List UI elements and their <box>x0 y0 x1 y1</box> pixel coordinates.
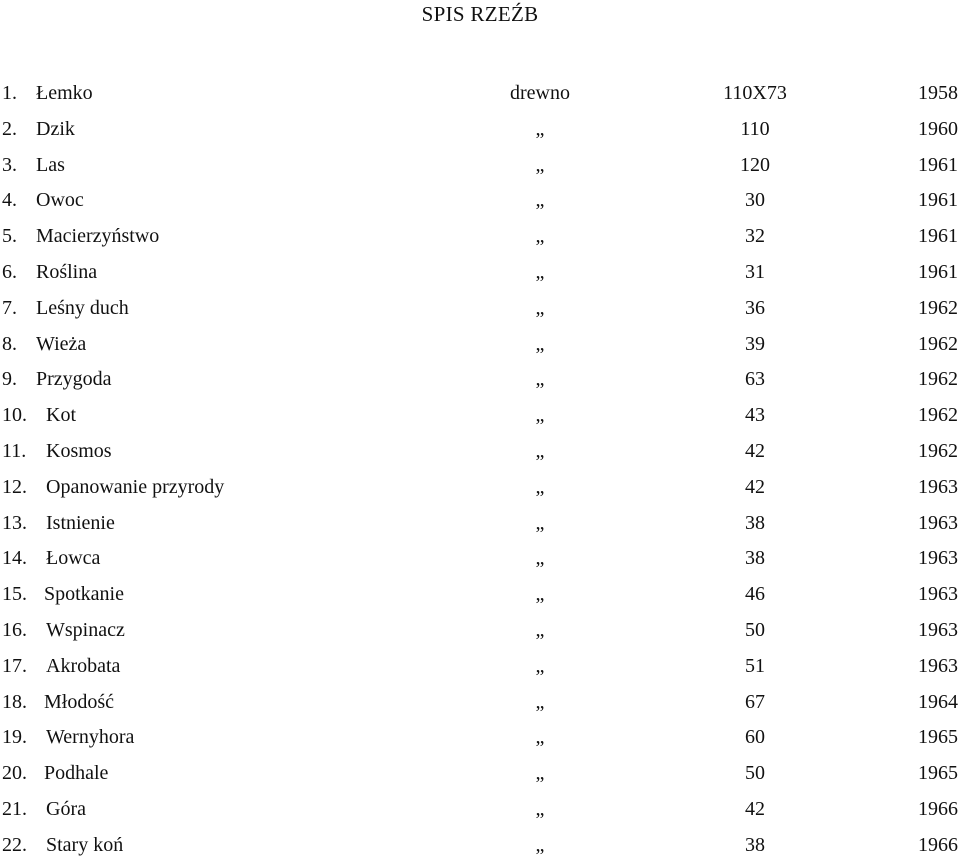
item-name: Akrobata <box>46 654 121 677</box>
item-name: Kosmos <box>46 439 112 462</box>
item-dimensions: 43 <box>745 404 765 427</box>
item-dimensions: 38 <box>745 833 765 856</box>
item-number: 13. <box>2 511 27 534</box>
item-number: 2. <box>2 117 17 140</box>
list-item <box>0 580 960 616</box>
item-material: „ <box>535 547 545 570</box>
item-material: „ <box>535 332 545 355</box>
item-year: 1962 <box>918 404 958 427</box>
list-item <box>0 509 960 545</box>
item-material: „ <box>535 762 545 785</box>
list-item <box>0 652 960 688</box>
list-item <box>0 759 960 795</box>
list-item <box>0 437 960 473</box>
item-material: „ <box>535 618 545 641</box>
item-material: „ <box>535 189 545 212</box>
item-dimensions: 50 <box>745 762 765 785</box>
item-year: 1963 <box>918 547 958 570</box>
item-number: 14. <box>2 547 27 570</box>
item-name: Wieża <box>36 332 87 355</box>
list-item <box>0 258 960 294</box>
item-dimensions: 38 <box>745 547 765 570</box>
item-dimensions: 120 <box>740 153 770 176</box>
item-material: „ <box>535 690 545 713</box>
item-year: 1962 <box>918 368 958 391</box>
item-name: Opanowanie przyrody <box>46 475 225 498</box>
item-name: Dzik <box>36 117 75 140</box>
item-material: „ <box>535 296 545 319</box>
sculpture-list <box>0 79 960 867</box>
item-material: „ <box>535 439 545 462</box>
item-year: 1965 <box>918 762 958 785</box>
item-number: 19. <box>2 726 27 749</box>
item-material: „ <box>535 511 545 534</box>
item-number: 21. <box>2 797 27 820</box>
item-number: 9. <box>2 368 17 391</box>
item-name: Wspinacz <box>46 618 125 641</box>
item-number: 3. <box>2 153 17 176</box>
item-dimensions: 51 <box>745 654 765 677</box>
item-number: 1. <box>2 82 17 104</box>
item-material: „ <box>535 833 545 856</box>
item-year: 1958 <box>918 82 958 104</box>
list-item <box>0 294 960 330</box>
item-material: „ <box>535 475 545 498</box>
item-year: 1966 <box>918 797 958 820</box>
item-name: Stary koń <box>46 833 124 856</box>
item-dimensions: 32 <box>745 225 765 248</box>
list-item <box>0 151 960 187</box>
item-material: „ <box>535 654 545 677</box>
item-number: 10. <box>2 404 27 427</box>
item-year: 1961 <box>918 260 958 283</box>
item-name: Macierzyństwo <box>36 225 160 248</box>
item-number: 17. <box>2 654 27 677</box>
item-name: Przygoda <box>36 368 112 391</box>
item-material: „ <box>535 797 545 820</box>
item-name: Łemko <box>36 82 93 104</box>
item-number: 22. <box>2 833 27 856</box>
item-year: 1961 <box>918 225 958 248</box>
item-name: Owoc <box>36 189 84 212</box>
item-material: „ <box>535 225 545 248</box>
item-number: 11. <box>2 439 27 462</box>
item-year: 1961 <box>918 153 958 176</box>
item-year: 1962 <box>918 439 958 462</box>
item-name: Roślina <box>36 260 98 283</box>
list-item <box>0 723 960 759</box>
item-dimensions: 67 <box>745 690 765 713</box>
item-dimensions: 39 <box>745 332 765 355</box>
item-dimensions: 38 <box>745 511 765 534</box>
list-item <box>0 222 960 258</box>
item-material: „ <box>535 117 545 140</box>
item-material: drewno <box>510 82 570 104</box>
item-dimensions: 42 <box>745 797 765 820</box>
item-material: „ <box>535 368 545 391</box>
item-year: 1962 <box>918 296 958 319</box>
item-name: Łowca <box>46 547 101 570</box>
item-name: Spotkanie <box>44 583 124 606</box>
item-year: 1963 <box>918 475 958 498</box>
item-dimensions: 50 <box>745 618 765 641</box>
list-item <box>0 688 960 724</box>
item-name: Istnienie <box>46 511 115 534</box>
item-year: 1963 <box>918 511 958 534</box>
item-material: „ <box>535 404 545 427</box>
item-name: Leśny duch <box>36 296 129 319</box>
item-number: 6. <box>2 260 17 283</box>
item-dimensions: 63 <box>745 368 765 391</box>
item-number: 16. <box>2 618 27 641</box>
item-dimensions: 36 <box>745 296 765 319</box>
item-material: „ <box>535 726 545 749</box>
item-number: 12. <box>2 475 27 498</box>
item-dimensions: 42 <box>745 439 765 462</box>
item-name: Kot <box>46 404 76 427</box>
list-item <box>0 365 960 401</box>
item-dimensions: 46 <box>745 583 765 606</box>
item-year: 1963 <box>918 583 958 606</box>
item-number: 18. <box>2 690 27 713</box>
page-title: SPIS RZEŹB <box>421 2 539 26</box>
list-item <box>0 544 960 580</box>
list-item <box>0 831 960 867</box>
item-material: „ <box>535 153 545 176</box>
list-item <box>0 473 960 509</box>
list-item <box>0 330 960 366</box>
item-number: 4. <box>2 189 17 212</box>
item-number: 8. <box>2 332 17 355</box>
item-name: Podhale <box>44 762 109 785</box>
item-material: „ <box>535 260 545 283</box>
list-item <box>0 795 960 831</box>
item-dimensions: 30 <box>745 189 765 212</box>
list-item <box>0 401 960 437</box>
list-item <box>0 186 960 222</box>
item-year: 1961 <box>918 189 958 212</box>
item-name: Las <box>36 153 65 176</box>
item-year: 1960 <box>918 117 958 140</box>
list-item <box>0 115 960 151</box>
item-material: „ <box>535 583 545 606</box>
item-number: 5. <box>2 225 17 248</box>
item-dimensions: 31 <box>745 260 765 283</box>
item-year: 1964 <box>918 690 958 713</box>
item-number: 20. <box>2 762 27 785</box>
item-year: 1966 <box>918 833 958 856</box>
list-item <box>0 79 960 115</box>
item-year: 1963 <box>918 654 958 677</box>
item-number: 7. <box>2 296 17 319</box>
item-dimensions: 110 <box>740 117 770 140</box>
item-name: Wernyhora <box>46 726 135 749</box>
list-item <box>0 616 960 652</box>
item-dimensions: 42 <box>745 475 765 498</box>
item-name: Młodość <box>44 690 114 713</box>
item-dimensions: 60 <box>745 726 765 749</box>
item-year: 1963 <box>918 618 958 641</box>
item-year: 1962 <box>918 332 958 355</box>
item-number: 15. <box>2 583 27 606</box>
item-dimensions: 110X73 <box>723 82 787 104</box>
item-year: 1965 <box>918 726 958 749</box>
item-name: Góra <box>46 797 86 820</box>
